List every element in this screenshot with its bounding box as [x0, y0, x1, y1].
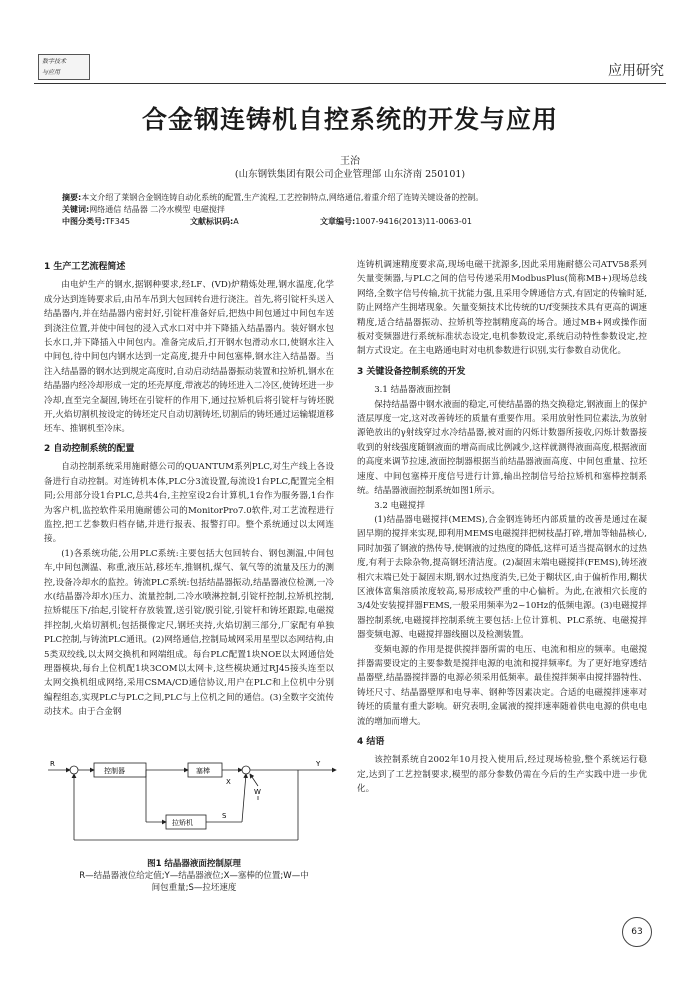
- clc-value: TF345: [105, 217, 130, 226]
- paper-title: 合金钢连铸机自控系统的开发与应用: [141, 105, 558, 134]
- article-label: 文章编号:: [320, 217, 356, 226]
- journal-name-line1: 数字技术: [42, 58, 67, 65]
- section-1-title: 1 生产工艺流程简述: [44, 262, 126, 272]
- controller-label: 控制器: [104, 767, 125, 775]
- abstract: [62, 192, 642, 204]
- page-header: [34, 58, 666, 84]
- abstract-label: 摘要:: [62, 193, 82, 202]
- sum-junction-2: [242, 766, 250, 774]
- abstract-text: 本文介绍了莱钢合金钢连铸自动化系统的配置,生产流程,工艺控制特点,网络通信,着重介绍了连铸关键设备的控制。: [81, 193, 484, 202]
- journal-name-line2: 与应用: [42, 69, 61, 76]
- subsection-3-1-paragraph: 保持结晶器中钢水液面的稳定,可使结晶器的热交换稳定,钢液面上的保护渣层厚度一定,这对改善铸坯的质量有重要作用。采用放射性同位素法,为放射源铯放出的γ射线穿过水冷结晶器,被对面的闪烁计数器所接收,闪烁计数器接收到的射线强度随钢液面的增高而成比例减少,这样就测得液面高度,根据液面的高度来调节拉速,液面控制器根据当前结晶器液面高度、中间包重量、拉坯速度、中间包塞棒开度信号进行计算,输出控制信号给拉矫机和塞棒控制系统。结晶器液面控制系统如图1所示。: [357, 399, 647, 497]
- subsection-3-1-title: 3.1 结晶器液面控制: [374, 385, 451, 396]
- figure-1-diagram: [46, 756, 342, 848]
- sum-junction-1: [70, 766, 78, 774]
- figure-1-caption-title: 图1 结晶器液面控制原理: [147, 859, 241, 869]
- classification-codes: [62, 216, 642, 228]
- label-W: W: [254, 788, 261, 796]
- figure-1-caption: [44, 858, 344, 894]
- section-2-paragraph-3: 连铸机调速精度要求高,现场电磁干扰源多,因此采用施耐德公司ATV58系列矢量变频器,与PLC之间的信号传递采用ModbusPlus(简称MB+)现场总线网络,全数字信号传输,抗干扰能力强,且采用令牌通信方式,有固定的传输时延,防止网络产生拥堵现象。矢量变频技术比传统的U/f变频技术具有更高的调速精度,适合结晶器振动、拉矫机等控制精度高的场合。通过MB+网或操作面板对变频器进行系统标准状态设定,电机参数设定,系统启动特性参数设定,控制方式设定。在主电路通电时对电机参数进行识别,实行参数自动优化。: [357, 260, 647, 357]
- doc-value: A: [233, 217, 239, 226]
- section-4-title: 4 结语: [357, 737, 385, 747]
- paper-meta: [62, 192, 642, 228]
- figure-1-caption-line1: R—结晶器液位给定值;Y—结晶器液位;X—塞棒的位置;W—中: [79, 871, 309, 881]
- stopper-label: 塞棒: [196, 767, 210, 775]
- label-Y: Y: [316, 760, 321, 768]
- section-label: 应用研究: [608, 63, 664, 79]
- right-column: [357, 258, 647, 797]
- subsection-3-2-title: 3.2 电磁搅拌: [374, 500, 425, 511]
- subsection-3-2-paragraph-1: (1)结晶器电磁搅拌(MEMS),合金钢连铸坯内部质量的改善是通过在凝固早期的搅拌来实现,即利用MEMS电磁搅拌把树枝晶打碎,增加等轴晶核心,同时加强了钢液的热传导,使钢液的过热度的降低,这样可适当提高钢水的过热度,有利于去除杂物,提高钢坯清洁度。(2)凝固末端电磁搅拌(FEMS),铸坯液相穴末端已处于凝固末期,钢水过热度消失,已处于糊状区,由于偏析作用,糊状区液体富集溶质浓度较高,易形成较严重的中心偏析。为此,在液相穴长度的3/4处安装搅拌器FEMS,一般采用频率为2~10Hz的低频电源。(3)电磁搅拌器控制系统,电磁搅拌控制系统主要包括:上位计算机、PLC系统、电磁搅拌器变频电源、电磁搅拌器线圈以及检测装置。: [357, 514, 647, 641]
- section-4-paragraph: 该控制系统自2002年10月投入使用后,经过现场检验,整个系统运行稳定,达到了工艺控制要求,模型的部分参数仍需在今后的生产实践中进一步优化。: [357, 755, 647, 795]
- straightener-label: 拉矫机: [172, 819, 193, 827]
- label-X: X: [226, 778, 231, 786]
- affiliation: (山东钢铁集团有限公司企业管理部 山东济南 250101): [234, 169, 466, 180]
- label-S: S: [222, 812, 227, 820]
- section-3-title: 3 关键设备控制系统的开发: [357, 366, 466, 377]
- keywords: [62, 204, 642, 216]
- article-value: 1007-9416(2013)11-0063-01: [355, 217, 472, 226]
- author: 王治: [340, 156, 360, 167]
- doc-label: 文献标识码:: [190, 217, 234, 226]
- label-R: R: [50, 760, 55, 768]
- section-2-title: 2 自动控制系统的配置: [44, 443, 135, 454]
- clc-label: 中图分类号:: [62, 217, 106, 226]
- section-2-paragraph-1: 自动控制系统采用施耐德公司的QUANTUM系列PLC,对生产线上各设备进行自动控制。对连铸机本体,PLC分3流设置,每流设1台PLC,配置完全相同;公用部分设1台PLC,总共4台,主控室设2台计算机,1台作为服务器,1台作为客户机,监控软件采用施耐德公司的MonitorPro7.0软件,对工艺流程进行监控,把工艺参数归档存储,并进行报表、报警打印。整个系统通过以太网连接。: [44, 462, 334, 545]
- page-number-badge: [622, 917, 652, 947]
- left-column: [44, 258, 334, 720]
- subsection-3-2-paragraph-2: 变频电源的作用是提供搅拌器所需的电压、电流和相应的频率。电磁搅拌器需要设定的主要参数是搅拌电源的电流和搅拌频率f。为了更好地穿透结晶器壁,结晶器搅拌器的电源必须采用低频率。最佳搅拌频率由搅拌器特性、铸坯尺寸、结晶器壁厚和电导率、钢种等因素决定。合适的电磁搅拌速率对铸坯的质量有重大影响。研究表明,金属液的搅拌速率随着供电电源的供电电流的增加而增大。: [357, 644, 647, 727]
- section-1-paragraph: 由电炉生产的钢水,据钢种要求,经LF、(VD)炉精炼处理,钢水温度,化学成分达到连铸要求后,由吊车吊到大包回转台进行浇注。首先,将引锭杆头送入结晶器内,并在结晶器内密封好,引锭杆准备好后,把热中间包通过中间包车送到浇注位置,并使中间包的浸入式水口对中并下降插入结晶器内。装好钢水包长水口,并下降插入中间包内。准备完成后,打开钢水包滑动水口,使钢水注入中间包,待中间包内钢水达到一定高度,提升中间包塞棒,钢水注入结晶器。当注入结晶器的钢水达到规定高度时,自动启动结晶器振动装置和拉矫机,钢水在结晶器内经冷却形成一定的坯壳厚度,带液芯的铸坯进入二冷区,使铸坯进一步冷却,直至完全凝固,铸坯在引锭杆的作用下,通过拉矫机后将引锭杆与铸坯脱开,火焰切割机按设定的铸坯定尺自动切割铸坯,切割后的铸坯通过运输辊道移坯车、推钢机至冷床。: [44, 280, 334, 435]
- section-2-paragraph-2: (1)各系统功能,公用PLC系统:主要包括大包回转台、钢包测温,中间包车,中间包测温、称重,液压站,移坯车,推钢机,煤气、氧气等的流量及压力的测控,设备冷却水的监控。铸流PLC系统:包括结晶器振动,结晶器液位检测,一冷水(结晶器冷却水)压力、流量控制,二冷水喷淋控制,引锭杆控制,拉矫机控制,拉矫辊压下/抬起,引锭杆存放装置,送引锭/脱引锭,引锭杆和铸坯跟踪,电磁搅拌控制,火焰切割机;包括摄像定尺,钢坯夹持,火焰切割三部分,厂家配有单独PLC控制,与铸流PLC通讯。(2)网络通信,控制局域网采用星型以态网结构,由5类双绞线,以太网交换机和网端组成。每台PLC配置1块NOE以太网通信处理器模块,每台上位机配1块3COM以太网卡,这些模块通过RJ45接头连至以太网交换机组成网络,采用CSMA/CD通信协议,用户在PLC和上位机中分别编程组态,实现PLC与PLC之间,PLC与上位机之间的通信。(3)全数字交流传动技术。由于合金钢: [44, 548, 334, 718]
- page-number: 63: [631, 927, 643, 937]
- journal-logo: [38, 54, 90, 80]
- figure-1-caption-line2: 间包重量;S—拉坯速度: [151, 883, 237, 893]
- keywords-text: 网络通信 结晶器 二冷水模型 电磁搅拌: [89, 205, 225, 214]
- keywords-label: 关键词:: [62, 205, 90, 214]
